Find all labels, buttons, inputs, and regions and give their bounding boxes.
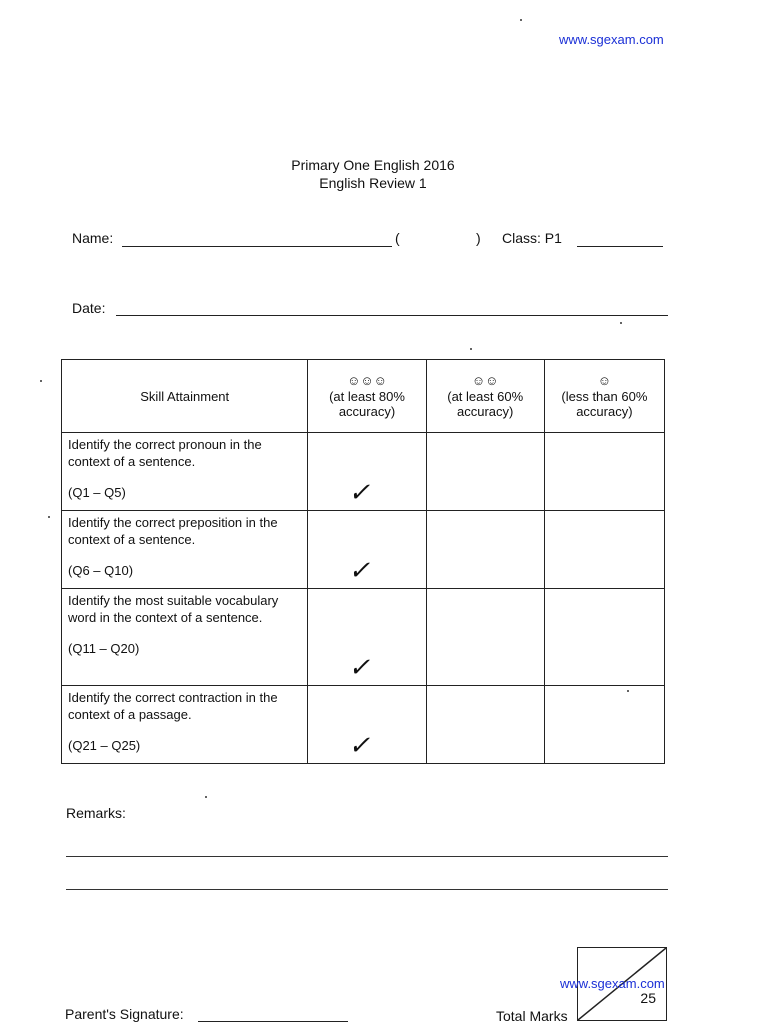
scan-speck — [627, 690, 629, 692]
remarks-label: Remarks: — [66, 805, 126, 821]
skill-attainment-table — [61, 359, 665, 764]
question-range: (Q11 – Q20) — [68, 641, 140, 656]
cell-less-60-percent[interactable] — [544, 686, 664, 764]
cell-80-percent[interactable] — [308, 511, 426, 589]
table-row — [62, 589, 665, 686]
skill-description: Identify the correct pronoun in the context of a sentence. — [68, 437, 262, 469]
cell-less-60-percent[interactable] — [544, 433, 664, 511]
skill-description: Identify the most suitable vocabulary word in the context of a sentence. — [68, 593, 279, 625]
scan-speck — [620, 322, 622, 324]
checkmark-icon: ✓ — [348, 731, 371, 761]
website-link[interactable]: www.sgexam.com — [559, 32, 664, 47]
header-80-line2: accuracy) — [338, 404, 396, 419]
question-range: (Q6 – Q10) — [68, 563, 134, 578]
cell-80-percent[interactable] — [308, 686, 426, 764]
two-smiley-icon: ☺☺ — [471, 373, 499, 388]
header-less60-line2: accuracy) — [576, 404, 633, 419]
parent-signature-label: Parent's Signature: — [65, 1006, 184, 1022]
checkmark-icon: ✓ — [348, 478, 371, 508]
header-less-60-percent — [544, 360, 664, 433]
table-row — [62, 686, 665, 764]
cell-80-percent[interactable] — [308, 589, 426, 686]
skill-cell — [62, 589, 308, 686]
table-row — [62, 433, 665, 511]
paren-close: ) — [476, 230, 481, 246]
table-row — [62, 511, 665, 589]
header-80-line1: (at least 80% — [329, 389, 405, 404]
cell-60-percent[interactable] — [426, 686, 544, 764]
total-score: 25 — [640, 990, 656, 1006]
scan-speck — [520, 19, 522, 21]
scan-speck — [40, 380, 42, 382]
header-skill-attainment — [62, 360, 308, 433]
header-60-percent — [426, 360, 544, 433]
name-line[interactable] — [122, 246, 392, 247]
header-less60-line1: (less than 60% — [561, 389, 648, 404]
checkmark-icon: ✓ — [348, 556, 371, 586]
cell-less-60-percent[interactable] — [544, 589, 664, 686]
total-marks-label: Total Marks — [496, 1008, 568, 1024]
skill-cell — [62, 433, 308, 511]
header-80-percent — [308, 360, 426, 433]
class-line[interactable] — [577, 246, 663, 247]
table-header-row — [62, 360, 665, 433]
header-skill-label: Skill Attainment — [140, 388, 230, 404]
one-smiley-icon: ☺ — [597, 373, 612, 388]
scan-speck — [48, 516, 50, 518]
name-label: Name: — [72, 230, 114, 246]
header-60-line1: (at least 60% — [447, 389, 524, 404]
parent-signature-line[interactable] — [198, 1021, 348, 1022]
remarks-line-2[interactable] — [66, 889, 668, 890]
paren-open: ( — [395, 230, 400, 246]
skill-cell — [62, 511, 308, 589]
header-60-line2: accuracy) — [457, 404, 514, 419]
remarks-line-1[interactable] — [66, 856, 668, 857]
skill-cell — [62, 686, 308, 764]
cell-60-percent[interactable] — [426, 433, 544, 511]
class-label: Class: P1 — [502, 230, 562, 246]
website-overlay-link[interactable]: www.sgexam.com — [560, 976, 665, 991]
date-label: Date: — [72, 300, 106, 316]
checkmark-icon: ✓ — [348, 653, 371, 683]
document-subtitle: English Review 1 — [319, 175, 427, 191]
cell-60-percent[interactable] — [426, 589, 544, 686]
scan-speck — [205, 796, 207, 798]
scan-speck — [470, 348, 472, 350]
cell-60-percent[interactable] — [426, 511, 544, 589]
document-title: Primary One English 2016 — [291, 157, 455, 173]
skill-description: Identify the correct preposition in the context of a sentence. — [68, 515, 278, 547]
three-smiley-icon: ☺☺☺ — [347, 373, 387, 388]
skill-description: Identify the correct contraction in the context of a passage. — [68, 690, 278, 722]
question-range: (Q1 – Q5) — [68, 485, 126, 500]
date-line[interactable] — [116, 315, 668, 316]
cell-80-percent[interactable] — [308, 433, 426, 511]
cell-less-60-percent[interactable] — [544, 511, 664, 589]
question-range: (Q21 – Q25) — [68, 738, 141, 753]
